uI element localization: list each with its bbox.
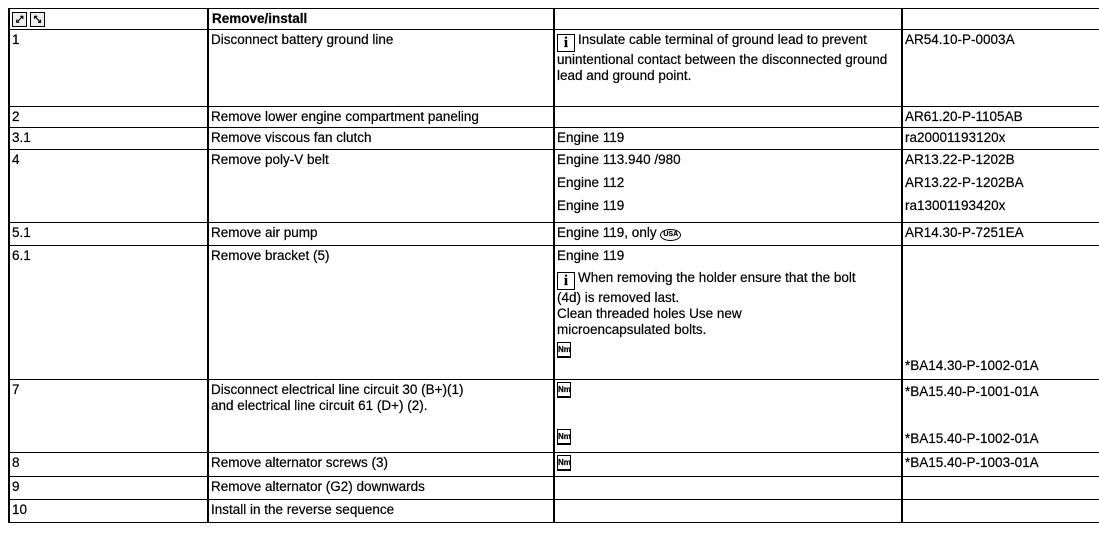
note-text: Engine 119, only [557,225,657,240]
step-action: Disconnect electrical line circuit 30 (B+)(1) and electrical line circuit 61 (D+) (2). [208,380,554,453]
table-row [9,128,1099,150]
torque-icon[interactable]: Nm [557,429,571,445]
info-icon: i [557,272,575,290]
table-header-row [9,9,1099,30]
table-row [9,453,1099,477]
step-number: 6.1 [9,246,208,380]
note-text: Insulate cable terminal of ground lead to prevent unintentional contact between the disconnected ground lead and ground point. [557,32,888,83]
note-text: Engine 119 [554,128,902,150]
step-number: 10 [9,500,208,523]
reference-link[interactable]: AR54.10-P-0003A [902,30,1099,107]
step-action: Remove poly-V belt [208,150,554,223]
step-number: 8 [9,453,208,477]
step-number: 3.1 [9,128,208,150]
torque-icon[interactable]: Nm [557,342,571,358]
step-action: Remove air pump [208,223,554,246]
note-text: Engine 112 [557,175,625,190]
collapse-all-icon[interactable]: ⤡ [30,12,45,27]
reference-link[interactable]: AR61.20-P-1105AB [902,107,1099,128]
reference-link[interactable]: AR13.22-P-1202BA [905,175,1024,190]
table-row [9,223,1099,246]
step-number: 1 [9,30,208,107]
step-number: 9 [9,477,208,500]
step-action: Disconnect battery ground line [208,30,554,107]
usa-badge-icon: USA [660,229,681,241]
note-text: Engine 113.940 /980 [557,152,681,167]
step-number: 5.1 [9,223,208,246]
info-icon: i [557,34,575,52]
table-row [9,380,1099,453]
step-number: 4 [9,150,208,223]
reference-link[interactable]: *BA15.40-P-1003-01A [902,453,1099,477]
procedure-table [8,8,1099,523]
table-row [9,107,1099,128]
step-number: 7 [9,380,208,453]
note-text: Clean threaded holes Use new microencapsulated bolts. [557,306,742,337]
step-action: Remove alternator screws (3) [208,453,554,477]
table-row [9,500,1099,523]
torque-icon[interactable]: Nm [557,382,571,398]
reference-link[interactable]: *BA15.40-P-1001-01A [905,384,1039,399]
note-text: Engine 119 [557,198,625,213]
step-action: Remove alternator (G2) downwards [208,477,554,500]
step-number: 2 [9,107,208,128]
step-action: Remove viscous fan clutch [208,128,554,150]
torque-icon[interactable]: Nm [557,455,571,471]
step-action: Remove bracket (5) [208,246,554,380]
step-action: Remove lower engine compartment paneling [208,107,554,128]
step-action: Install in the reverse sequence [208,500,554,523]
expand-all-icon[interactable]: ⤢ [12,12,27,27]
reference-link[interactable]: *BA14.30-P-1002-01A [905,358,1039,373]
note-text: Engine 119 [557,248,625,263]
table-row [9,150,1099,223]
note-text: When removing the holder ensure that the bolt (4d) is removed last. [557,270,856,305]
table-row [9,477,1099,500]
reference-link[interactable]: ra20001193120x [902,128,1099,150]
table-row [9,246,1099,380]
table-row [9,30,1099,107]
reference-link[interactable]: ra13001193420x [905,198,1006,213]
reference-link[interactable]: AR13.22-P-1202B [905,152,1015,167]
reference-link[interactable]: *BA15.40-P-1002-01A [905,431,1039,446]
header-title: Remove/install [208,9,554,30]
reference-link[interactable]: AR14.30-P-7251EA [902,223,1099,246]
